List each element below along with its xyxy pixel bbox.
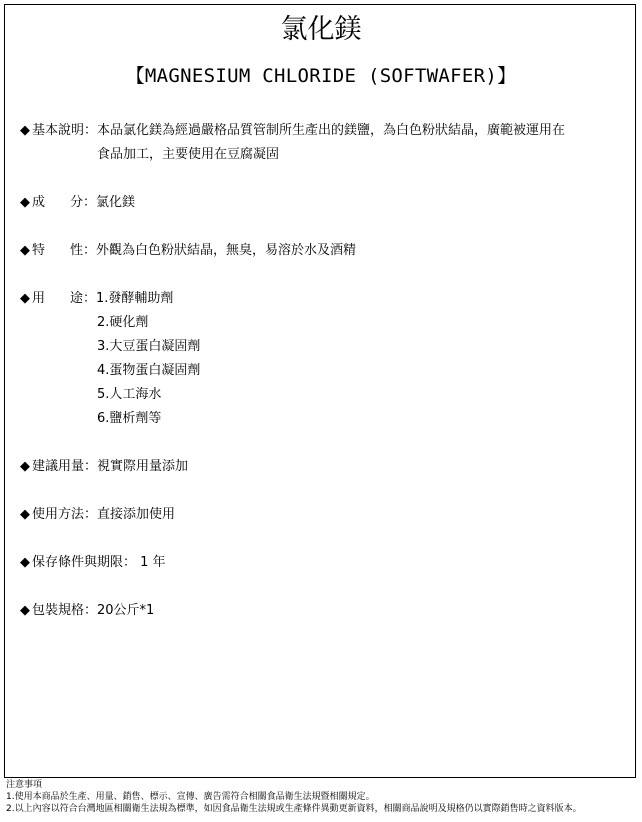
ingredient-row xyxy=(20,194,135,212)
property-label-2: 性： xyxy=(70,243,97,258)
notes-heading: 注意事項 xyxy=(6,780,43,790)
product-subtitle: 【MAGNESIUM CHLORIDE (SOFTWAFER)】 xyxy=(125,65,517,87)
storage-label: 保存條件與期限： xyxy=(32,555,137,570)
diamond-bullet-icon: ◆ xyxy=(20,459,30,474)
usage-item: 2.硬化劑 xyxy=(97,315,149,330)
method-row xyxy=(20,506,175,524)
usage-item: 6.鹽析劑等 xyxy=(97,411,162,426)
ingredient-label-2: 分： xyxy=(70,195,97,210)
property-row xyxy=(20,242,356,260)
property-value: 外觀為白色粉狀結晶，無臭，易溶於水及酒精 xyxy=(96,243,357,258)
description-text-cont: 食品加工，主要使用在豆腐凝固 xyxy=(97,147,280,162)
usage-label-2: 途： xyxy=(70,291,97,306)
dosage-label: 建議用量： xyxy=(32,459,98,474)
notes-line: 2.以上內容以符合台灣地區相關衛生法規為標準，如因食品衛生法規或生產條件異動更新資料，相關商品說明及規格仍以實際銷售時之資料版本。 xyxy=(6,804,582,814)
usage-item: 1.發酵輔助劑 xyxy=(96,291,174,306)
diamond-bullet-icon: ◆ xyxy=(20,291,30,306)
description-row xyxy=(20,122,565,140)
diamond-bullet-icon: ◆ xyxy=(20,507,30,522)
ingredient-value: 氯化鎂 xyxy=(96,195,136,210)
usage-item: 3.大豆蛋白凝固劑 xyxy=(97,339,201,354)
method-value: 直接添加使用 xyxy=(97,507,176,522)
usage-item: 5.人工海水 xyxy=(97,387,162,402)
diamond-bullet-icon: ◆ xyxy=(20,243,30,258)
notes-line: 1.使用本商品於生產、用量、銷售、標示、宣傳、廣告需符合相關食品衛生法規暨相關規定。 xyxy=(6,792,375,802)
notes-section xyxy=(6,779,582,815)
usage-label-1: 用 xyxy=(32,291,46,306)
method-label: 使用方法： xyxy=(32,507,98,522)
diamond-bullet-icon: ◆ xyxy=(20,555,30,570)
storage-row xyxy=(20,554,166,572)
product-title: 氯化鎂 xyxy=(280,14,362,45)
description-text: 本品氯化鎂為經過嚴格品質管制所生產出的鎂鹽，為白色粉狀結晶，廣範被運用在 xyxy=(97,123,566,138)
packaging-value: 20公斤*1 xyxy=(97,603,155,618)
diamond-bullet-icon: ◆ xyxy=(20,123,30,138)
ingredient-label-1: 成 xyxy=(32,195,46,210)
usage-item: 4.蛋物蛋白凝固劑 xyxy=(97,363,201,378)
dosage-row xyxy=(20,458,188,476)
dosage-value: 視實際用量添加 xyxy=(97,459,189,474)
description-label: 基本說明： xyxy=(32,123,98,138)
diamond-bullet-icon: ◆ xyxy=(20,603,30,618)
packaging-row xyxy=(20,602,154,620)
diamond-bullet-icon: ◆ xyxy=(20,195,30,210)
property-label-1: 特 xyxy=(32,243,46,258)
storage-value: 1 年 xyxy=(136,555,166,570)
packaging-label: 包裝規格： xyxy=(32,603,98,618)
usage-row xyxy=(20,290,173,308)
